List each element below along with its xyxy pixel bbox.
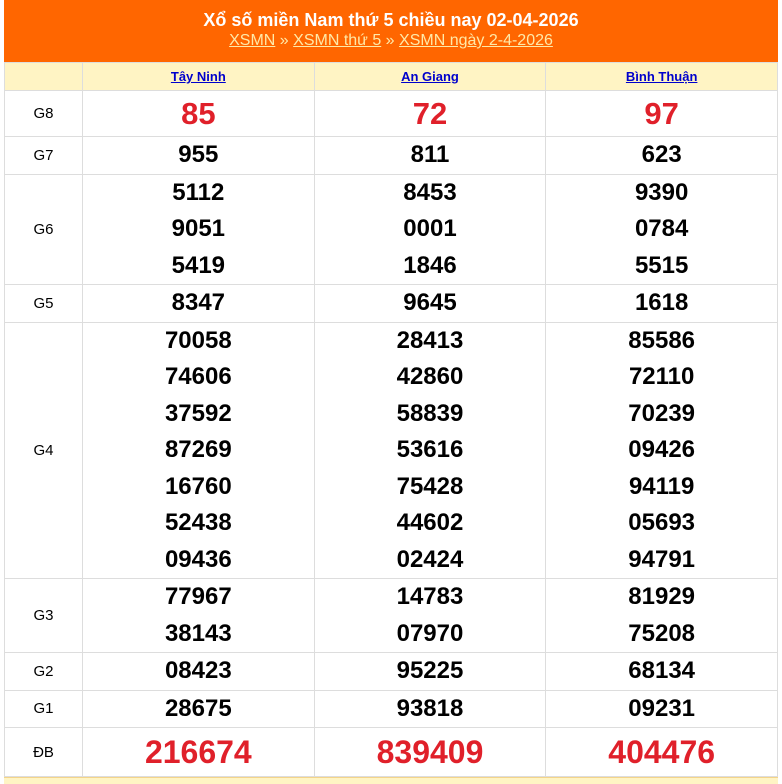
prize-cell [546,322,778,579]
prize-label: G3 [5,579,83,653]
prize-label: G5 [5,285,83,323]
prize-cell [83,653,315,691]
prize-number: 07970 [396,619,464,647]
prize-label: G6 [5,174,83,285]
prize-row-g7 [5,137,778,175]
prize-number: 68134 [628,657,696,684]
prize-label: G1 [5,690,83,728]
prize-number: 08423 [164,657,232,684]
prize-number: 811 [410,141,450,168]
prize-number: 75208 [628,619,696,647]
prize-number: 623 [641,141,682,168]
prize-number: 1846 [403,251,457,279]
prize-row-g3 [5,579,778,653]
breadcrumb-separator: » [385,32,395,49]
province-link-an-giang[interactable]: An Giang [401,69,459,84]
prize-number: 37592 [164,399,232,427]
corner-cell [5,63,83,91]
prize-number: 94791 [628,545,696,573]
breadcrumb-xsmn-thu-5[interactable]: XSMN thứ 5 [293,32,382,49]
results-table [4,62,778,777]
prize-cell [314,728,546,777]
prize-cell [83,579,315,653]
prize-cell [546,728,778,777]
prize-number: 28675 [164,694,232,722]
prize-number: 05693 [628,509,696,536]
prize-row-g4 [5,322,778,579]
prize-cell [314,174,546,285]
prize-number: 09436 [164,545,232,573]
prize-number: 09426 [628,436,696,463]
page-title: Xổ số miền Nam thứ 5 chiều nay 02-04-2026 [203,10,579,30]
prize-number: 14783 [396,583,464,610]
prize-cell [83,91,315,137]
prize-number: 58839 [396,399,464,427]
prize-number: 87269 [164,436,232,463]
prize-number: 72110 [628,363,695,390]
prize-cell [546,285,778,323]
prize-label: G2 [5,653,83,691]
prize-number: 1618 [634,289,689,316]
prize-label: ĐB [5,728,83,777]
prize-number: 404476 [608,734,716,770]
prize-number: 97 [644,96,679,131]
prize-number: 5419 [171,251,226,279]
prize-number: 95225 [396,657,464,684]
prize-cell [83,322,315,579]
prize-row-đb [5,728,778,777]
prize-number: 85 [181,96,216,131]
prize-cell [546,690,778,728]
prize-number: 9051 [171,215,226,242]
prize-number: 72 [412,96,448,131]
prize-number: 74606 [164,363,232,390]
prize-row-g6 [5,174,778,285]
prize-cell [546,579,778,653]
prize-number: 5515 [634,251,689,279]
prize-cell [314,285,546,323]
prize-number: 42860 [396,363,464,390]
prize-number: 85586 [628,326,696,354]
prize-cell [314,690,546,728]
breadcrumb-xsmn-date[interactable]: XSMN ngày 2-4-2026 [399,32,553,49]
prize-label: G8 [5,91,83,137]
prize-number: 44602 [396,509,464,536]
prize-number: 93818 [396,694,464,722]
prize-number: 5112 [172,178,225,206]
prize-label: G7 [5,137,83,175]
prize-number: 70058 [164,326,232,354]
prize-number: 38143 [164,619,232,647]
prize-cell [314,137,546,175]
prize-number: 0784 [634,215,689,242]
prize-row-g2 [5,653,778,691]
province-header [83,63,315,91]
prize-number: 9390 [634,178,689,206]
results-header [4,0,778,62]
prize-number: 70239 [628,399,696,427]
province-header [546,63,778,91]
prize-cell [546,91,778,137]
province-link-tay-ninh[interactable]: Tây Ninh [170,69,226,84]
prize-row-g1 [5,690,778,728]
prize-row-g8 [5,91,778,137]
prize-cell [314,322,546,579]
prize-number: 09231 [628,694,696,722]
prize-number: 955 [178,141,219,168]
breadcrumb-separator: » [279,32,289,49]
prize-number: 53616 [396,436,464,463]
prize-number: 75428 [396,472,464,500]
prize-number: 9645 [403,289,457,316]
prize-number: 216674 [144,734,252,770]
prize-number: 8347 [171,289,226,316]
prize-cell [314,91,546,137]
prize-cell [83,174,315,285]
prize-cell [83,285,315,323]
breadcrumb [4,31,778,51]
prize-cell [83,137,315,175]
province-link-binh-thuan[interactable]: Bình Thuận [625,69,698,84]
prize-cell [314,579,546,653]
prize-number: 16760 [164,472,232,500]
results-panel [4,0,778,784]
prize-number: 02424 [396,545,464,573]
prize-cell [546,137,778,175]
prize-number: 52438 [164,509,232,536]
prize-row-g5 [5,285,778,323]
prize-number: 81929 [628,583,696,610]
prize-cell [546,174,778,285]
prize-number: 28413 [396,326,464,354]
table-footer [4,777,778,784]
prize-label: G4 [5,322,83,579]
prize-number: 8453 [403,178,457,206]
prize-number: 0001 [403,215,457,242]
prize-cell [83,728,315,777]
prize-cell [314,653,546,691]
prize-cell [546,653,778,691]
prize-number: 94119 [628,472,695,500]
province-header [314,63,546,91]
breadcrumb-xsmn[interactable]: XSMN [229,32,276,49]
prize-number: 77967 [164,583,232,610]
prize-cell [83,690,315,728]
prize-number: 839409 [376,734,484,770]
